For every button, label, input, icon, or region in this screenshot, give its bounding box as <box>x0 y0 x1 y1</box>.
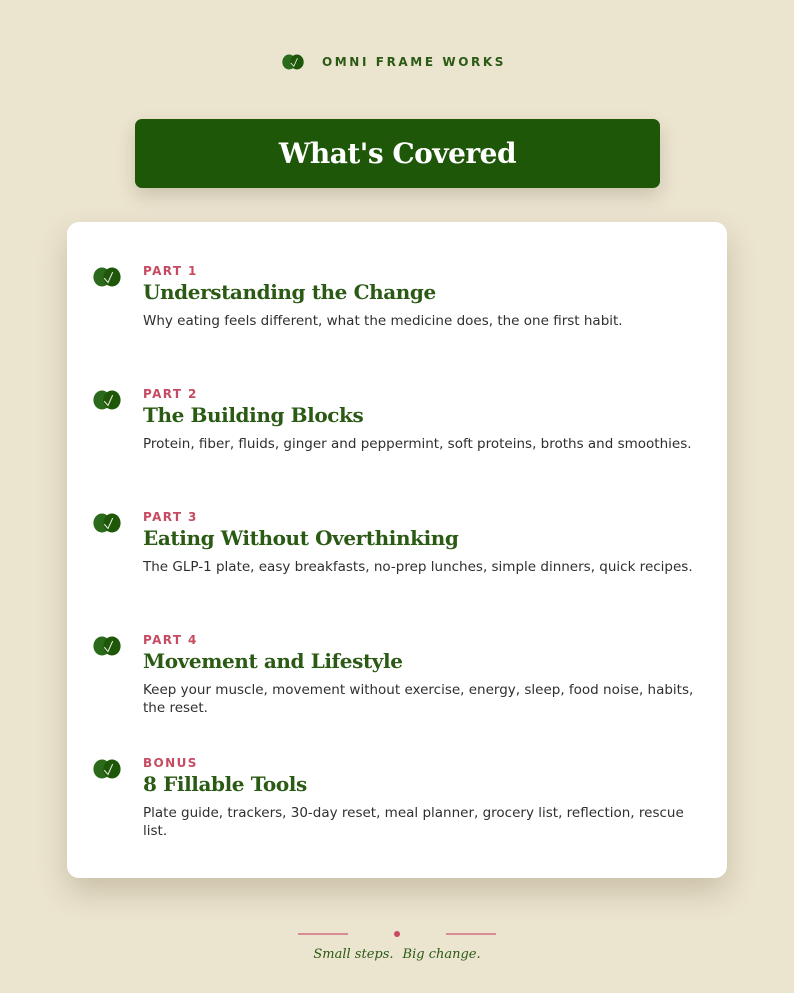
tagline-part-1: Small steps. <box>313 947 394 962</box>
leaf-pair-icon <box>93 758 121 780</box>
footer-divider-left <box>298 933 348 935</box>
brand-name: OMNI FRAME WORKS <box>321 55 507 69</box>
section-description: Plate guide, trackers, 30-day reset, meal planner, grocery list, reflection, rescue list. <box>143 805 684 839</box>
section-title: The Building Blocks <box>143 403 364 427</box>
section-title: Movement and Lifestyle <box>143 649 403 673</box>
section-description: Keep your muscle, movement without exercise, energy, sleep, food noise, habits, the reset. <box>143 682 694 716</box>
section-title: 8 Fillable Tools <box>143 772 307 796</box>
section-label: BONUS <box>143 756 198 770</box>
section-label: PART 2 <box>143 387 198 401</box>
section-description: The GLP-1 plate, easy breakfasts, no-prep lunches, simple dinners, quick recipes. <box>143 559 693 575</box>
footer-tagline <box>0 947 794 962</box>
leaf-pair-icon <box>93 512 121 534</box>
section-label: PART 3 <box>143 510 198 524</box>
section-description: Why eating feels different, what the medicine does, the one first habit. <box>143 313 623 329</box>
tagline-part-2: Big change. <box>402 947 481 962</box>
page-title: What's Covered <box>278 137 517 170</box>
section-label: PART 4 <box>143 633 198 647</box>
contents-card <box>67 222 727 878</box>
section-description: Protein, fiber, fluids, ginger and peppermint, soft proteins, broths and smoothies. <box>143 436 692 452</box>
title-banner <box>135 119 660 188</box>
section-title: Eating Without Overthinking <box>143 526 459 550</box>
leaf-pair-icon <box>93 635 121 657</box>
section-label: PART 1 <box>143 264 198 278</box>
leaf-pair-icon <box>93 266 121 288</box>
brand-header <box>0 53 794 71</box>
section-title: Understanding the Change <box>143 280 436 304</box>
footer-divider-dot <box>394 931 400 937</box>
leaf-pair-icon <box>93 389 121 411</box>
footer-divider-right <box>446 933 496 935</box>
leaf-pair-icon <box>282 53 304 71</box>
